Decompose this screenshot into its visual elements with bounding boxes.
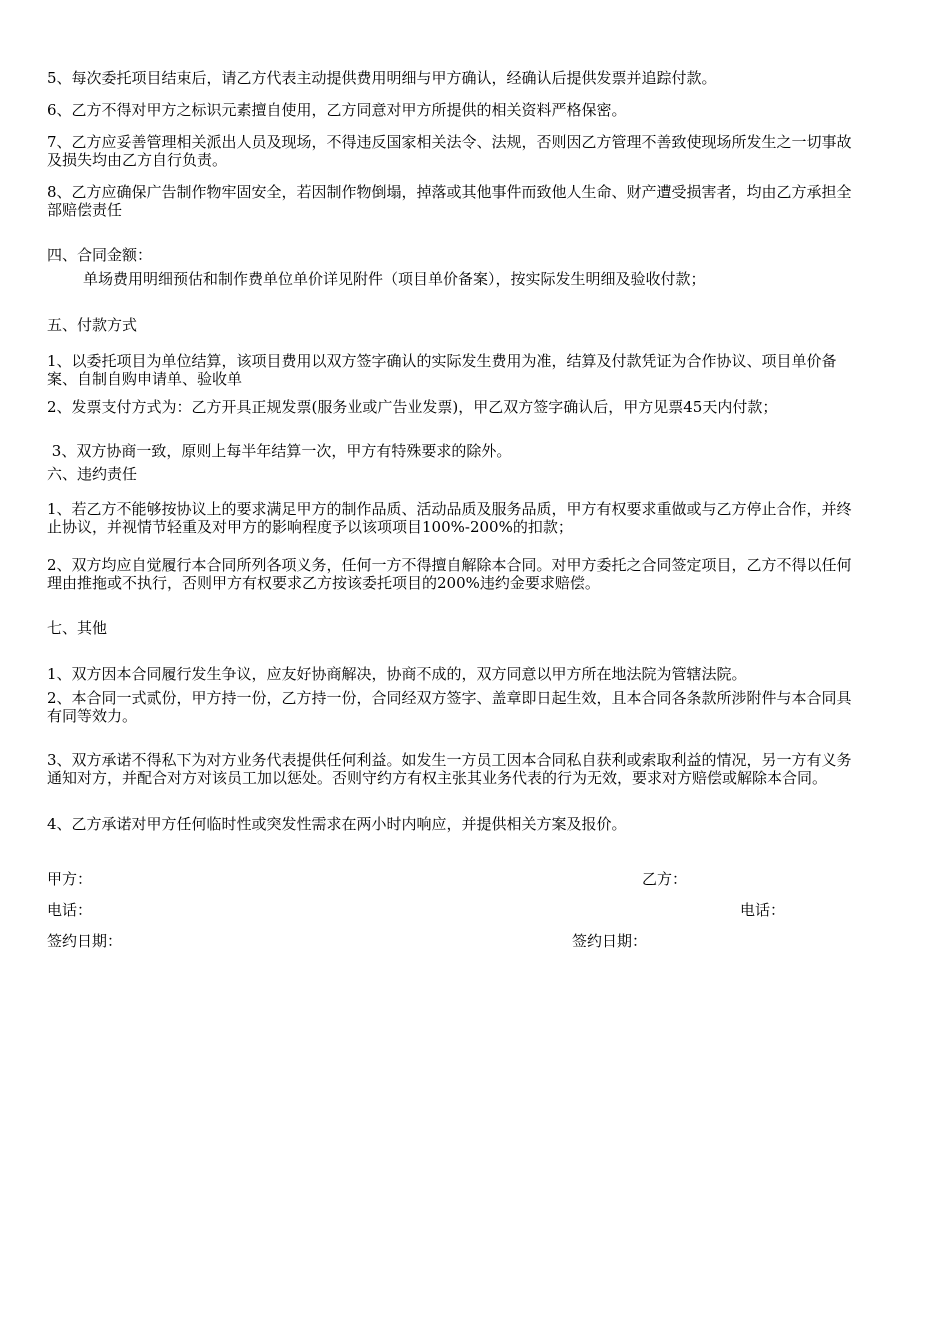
section-5-heading: 五、付款方式 bbox=[47, 316, 138, 334]
section-7-heading: 七、其他 bbox=[47, 619, 108, 637]
clause-7-2: 2、本合同一式贰份，甲方持一份，乙方持一份，合同经双方签字、盖章即日起生效，且本合同各条款所涉附件与本合同具有同等效力。 bbox=[47, 689, 852, 725]
clause-7-1: 1、双方因本合同履行发生争议，应友好协商解决，协商不成的，双方同意以甲方所在地法院为管辖法院。 bbox=[47, 665, 747, 683]
party-a-label: 甲方： bbox=[47, 870, 93, 888]
clause-5-3: 3、双方协商一致，原则上每半年结算一次，甲方有特殊要求的除外。 bbox=[47, 442, 512, 460]
clause-6-1: 1、若乙方不能够按协议上的要求满足甲方的制作品质、活动品质及服务品质，甲方有权要求重做或与乙方停止合作，并终止协议，并视情节轻重及对甲方的影响程度予以该项项目100%-200%的扣款； bbox=[47, 500, 852, 536]
clause-3-8: 8、乙方应确保广告制作物牢固安全，若因制作物倒塌，掉落或其他事件而致他人生命、财产遭受损害者，均由乙方承担全部赔偿责任 bbox=[47, 183, 852, 219]
phone-a-label: 电话： bbox=[47, 901, 93, 919]
section-4-heading: 四、合同金额： bbox=[47, 246, 153, 264]
clause-3-5: 5、每次委托项目结束后，请乙方代表主动提供费用明细与甲方确认，经确认后提供发票并追踪付款。 bbox=[47, 69, 717, 87]
clause-3-7: 7、乙方应妥善管理相关派出人员及现场，不得违反国家相关法令、法规，否则因乙方管理不善致使现场所发生之一切事故及损失均由乙方自行负责。 bbox=[47, 133, 852, 169]
clause-7-3: 3、双方承诺不得私下为对方业务代表提供任何利益。如发生一方员工因本合同私自获利或索取利益的情况，另一方有义务通知对方，并配合对方对该员工加以惩处。否则守约方有权主张其业务代表的行为无效，要求对方赔偿或解除本合同。 bbox=[47, 751, 852, 787]
sign-date-b-label: 签约日期： bbox=[572, 932, 648, 950]
sign-date-a-label: 签约日期： bbox=[47, 932, 123, 950]
phone-b-label: 电话： bbox=[740, 901, 786, 919]
clause-6-2: 2、双方均应自觉履行本合同所列各项义务，任何一方不得擅自解除本合同。对甲方委托之合同签定项目，乙方不得以任何理由推拖或不执行，否则甲方有权要求乙方按该委托项目的200%违约金要求赔偿。 bbox=[47, 556, 852, 592]
party-b-label: 乙方： bbox=[642, 870, 688, 888]
section-4-body: 单场费用明细预估和制作费单位单价详见附件（项目单价备案），按实际发生明细及验收付款； bbox=[83, 270, 706, 288]
clause-7-4: 4、乙方承诺对甲方任何临时性或突发性需求在两小时内响应，并提供相关方案及报价。 bbox=[47, 815, 627, 833]
clause-3-6: 6、乙方不得对甲方之标识元素擅自使用，乙方同意对甲方所提供的相关资料严格保密。 bbox=[47, 101, 627, 119]
clause-5-1: 1、以委托项目为单位结算，该项目费用以双方签字确认的实际发生费用为准，结算及付款凭证为合作协议、项目单价备案、自制自购申请单、验收单 bbox=[47, 352, 837, 388]
clause-5-2: 2、发票支付方式为：乙方开具正规发票(服务业或广告业发票)，甲乙双方签字确认后，甲方见票45天内付款； bbox=[47, 398, 778, 416]
section-6-heading: 六、违约责任 bbox=[47, 465, 138, 483]
